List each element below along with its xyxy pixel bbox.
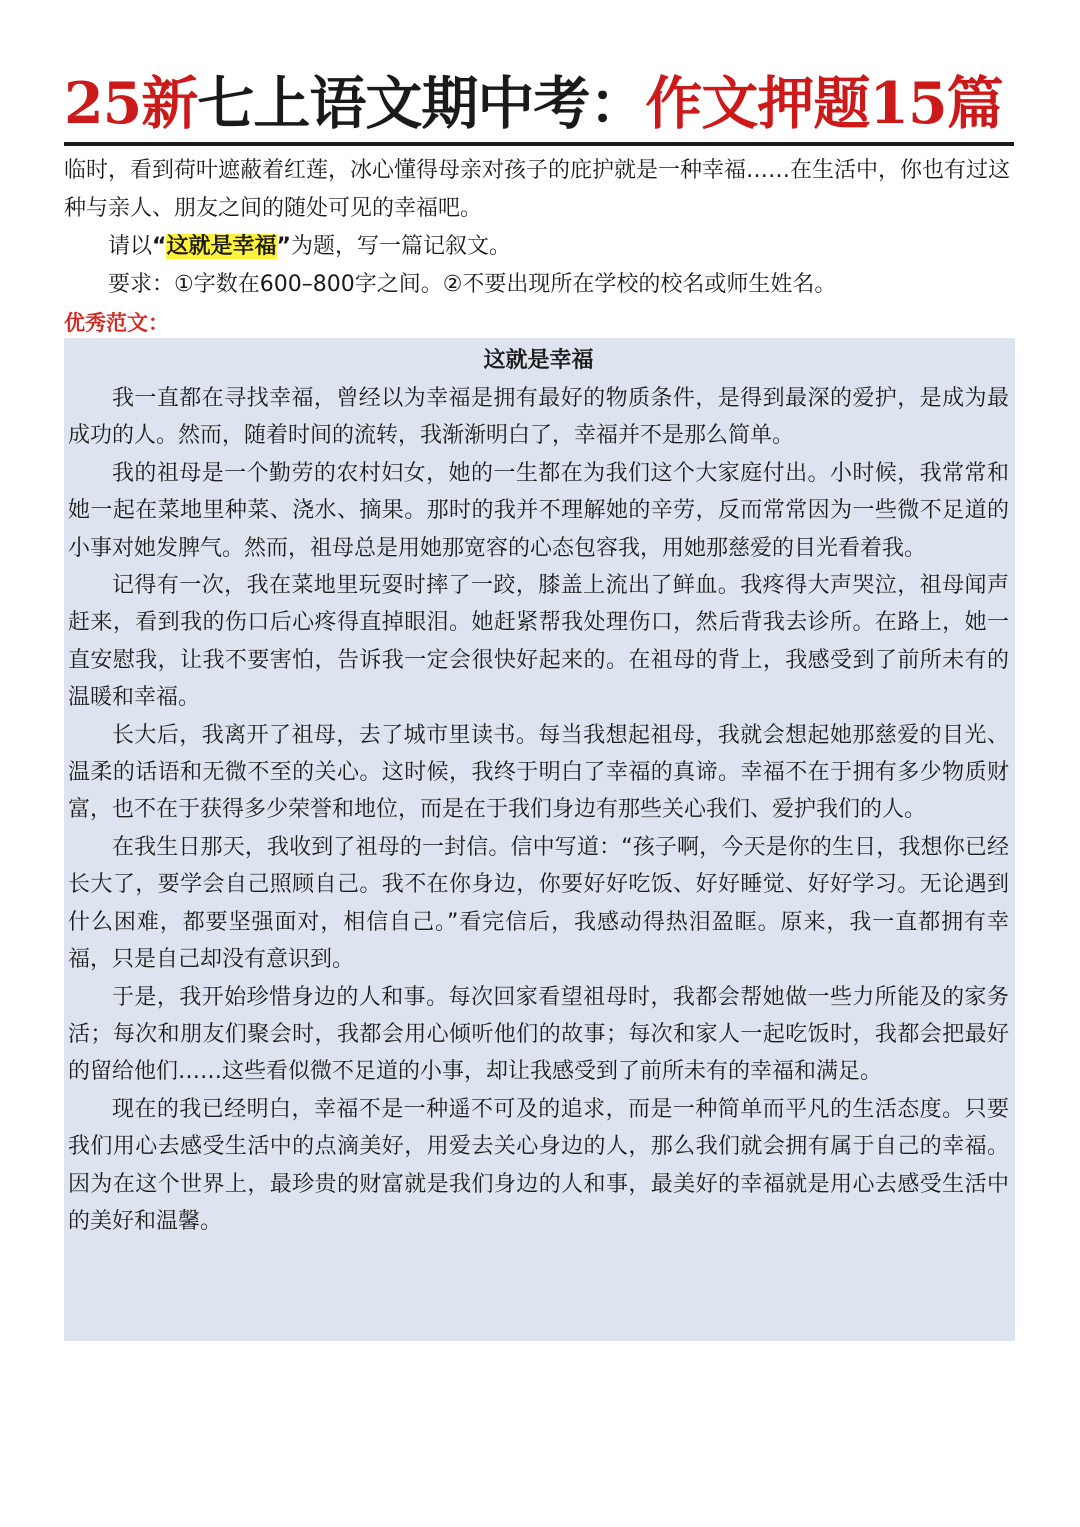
topic-prefix: 请以 [108, 234, 153, 259]
section-label: 优秀范文： [64, 311, 169, 335]
essay-paragraph: 长大后，我离开了祖母，去了城市里读书。每当我想起祖母，我就会想起她那慈爱的目光、温柔的话语和无微不至的关心。这时候，我终于明白了幸福的真谛。幸福不在于拥有多少物质财富，也不在于获得多少荣誉和地位，而是在于我们身边有那些关心我们、爱护我们的人。 [68, 722, 1009, 823]
page-title [64, 66, 1014, 142]
essay-paragraph: 现在的我已经明白，幸福不是一种遥不可及的追求，而是一种简单而平凡的生活态度。只要我们用心去感受生活中的点滴美好，用爱去关心身边的人，那么我们就会拥有属于自己的幸福。因为在这个世界上，最珍贵的财富就是我们身边的人和事，最美好的幸福就是用心去感受生活中的美好和温馨。 [68, 1096, 1009, 1234]
essay-paragraph: 记得有一次，我在菜地里玩耍时摔了一跤，膝盖上流出了鲜血。我疼得大声哭泣，祖母闻声赶来，看到我的伤口后心疼得直掉眼泪。她赶紧帮我处理伤口，然后背我去诊所。在路上，她一直安慰我，让我不要害怕，告诉我一定会很快好起来的。在祖母的背上，我感受到了前所未有的温暖和幸福。 [68, 573, 1009, 711]
essay-paragraph: 我的祖母是一个勤劳的农村妇女，她的一生都在为我们这个大家庭付出。小时候，我常常和她一起在菜地里种菜、浇水、摘果。那时的我并不理解她的辛劳，反而常常因为一些微不足道的小事对她发脾气。然而，祖母总是用她那宽容的心态包容我，用她那慈爱的目光看着我。 [68, 460, 1009, 561]
essay-paragraph: 于是，我开始珍惜身边的人和事。每次回家看望祖母时，我都会帮她做一些力所能及的家务活；每次和朋友们聚会时，我都会用心倾听他们的故事；每次和家人一起吃饭时，我都会把最好的留给他们……这些看似微不足道的小事，却让我感受到了前所未有的幸福和满足。 [68, 984, 1009, 1085]
topic-close-quote: ” [276, 234, 291, 259]
prompt-topic-line [64, 228, 1024, 266]
essay-paragraph: 我一直都在寻找幸福，曾经以为幸福是拥有最好的物质条件，是得到最深的爱护，是成为最成功的人。然而，随着时间的流转，我渐渐明白了，幸福并不是那么简单。 [68, 386, 1009, 449]
essay-box [64, 338, 1015, 1341]
title-part-2: 七上语文期中考： [197, 70, 646, 137]
topic-open-quote: “ [152, 234, 167, 259]
prompt-block [64, 152, 1024, 304]
topic-suffix: 为题，写一篇记叙文。 [290, 234, 511, 259]
page-header [64, 66, 1014, 146]
essay-title: 这就是幸福 [483, 348, 594, 373]
title-part-1: 25新 [64, 70, 198, 137]
topic-highlight: 这就是幸福 [166, 234, 277, 259]
essay-paragraph: 在我生日那天，我收到了祖母的一封信。信中写道：“孩子啊，今天是你的生日，我想你已经长大了，要学会自己照顾自己。我不在你身边，你要好好吃饭、好好睡觉、好好学习。无论遇到什么困难，都要坚强面对，相信自己。”看完信后，我感动得热泪盈眶。原来，我一直都拥有幸福，只是自己却没有意识到。 [68, 834, 1009, 973]
title-part-3: 作文押题15篇 [645, 70, 1003, 137]
prompt-intro: 临时，看到荷叶遮蔽着红莲，冰心懂得母亲对孩子的庇护就是一种幸福……在生活中，你也有过这种与亲人、朋友之间的随处可见的幸福吧。 [64, 158, 1011, 221]
prompt-requirement: 要求：①字数在600–800字之间。②不要出现所在学校的校名或师生姓名。 [108, 272, 837, 297]
